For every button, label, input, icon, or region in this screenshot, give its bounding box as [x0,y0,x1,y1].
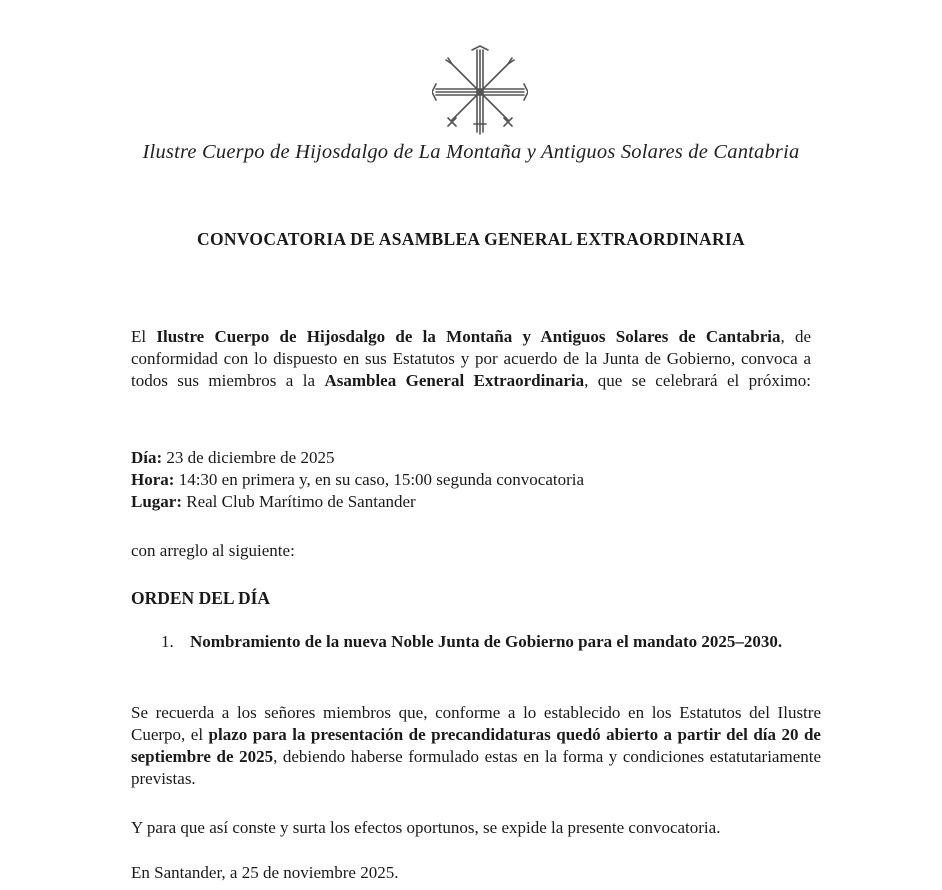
signature-line: En Santander, a 25 de noviembre 2025. [131,863,399,882]
detail-day: Día: 23 de diciembre de 2025 [131,448,335,467]
assembly-name-bold: Asamblea General Extraordinaria [324,371,585,390]
deadline-bold: plazo para la presentación de precandidaturas quedó abierto a partir del día 20 de septiembre de 2025 [131,725,821,766]
reminder-paragraph: Se recuerda a los señores miembros que, conforme a lo establecido en los Estatutos del Ilustre Cuerpo, el plazo para la presentación de precandidaturas quedó abierto a partir del día 20 de septiembre de 2025, debiendo haberse formulado estas en la forma y condiciones estatutariamente previstas. [131,703,822,788]
agenda-item-number: 1. [161,632,174,651]
agenda-intro: con arreglo al siguiente: [131,541,295,560]
agenda-heading: ORDEN DEL DÍA [131,588,271,608]
detail-time: Hora: 14:30 en primera y, en su caso, 15:00 segunda convocatoria [131,470,585,489]
detail-place: Lugar: Real Club Marítimo de Santander [131,492,416,511]
organization-name: Ilustre Cuerpo de Hijosdalgo de La Montaña y Antiguos Solares de Cantabria [142,141,800,163]
page-title: CONVOCATORIA DE ASAMBLEA GENERAL EXTRAORDINARIA [197,229,745,249]
organization-name-bold: Ilustre Cuerpo de Hijosdalgo de la Montaña y Antiguos Solares de Cantabria [156,327,781,346]
closing-paragraph: Y para que así conste y surta los efectos oportunos, se expide la presente convocatoria. [131,818,721,837]
meeting-details [131,447,811,513]
intro-paragraph: El Ilustre Cuerpo de Hijosdalgo de la Montaña y Antiguos Solares de Cantabria, de conformidad con lo dispuesto en sus Estatutos y por acuerdo de la Junta de Gobierno, convoca a todos sus miembros a la Asamblea General Extraordinaria, que se celebrará el próximo: [131,327,812,390]
cross-swords-icon [432,44,528,140]
agenda-item [161,631,801,653]
agenda-item-text: Nombramiento de la nueva Noble Junta de Gobierno para el mandato 2025–2030. [190,632,783,651]
